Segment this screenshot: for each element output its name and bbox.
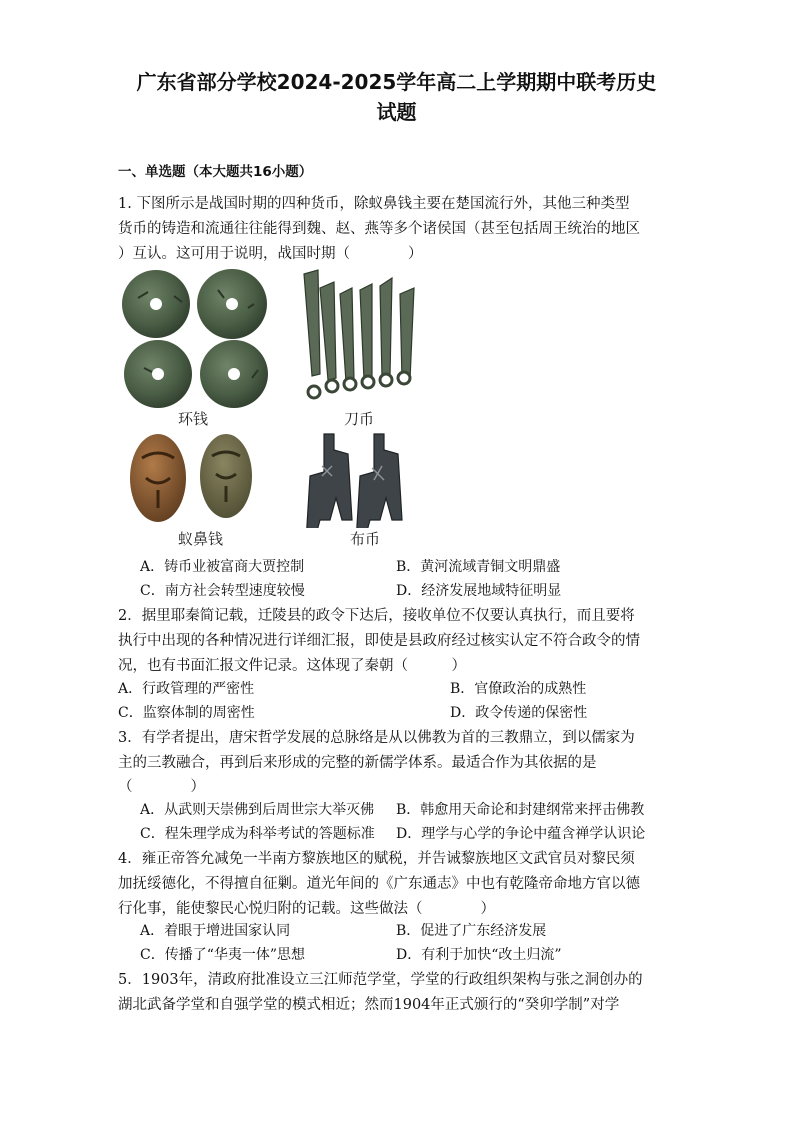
q2-option-d[interactable]: D．政令传递的保密性 — [450, 705, 588, 721]
q1-option-b[interactable]: B．黄河流域青铜文明鼎盛 — [396, 559, 561, 575]
q1-stem-line2: 货币的铸造和流通往往能得到魏、赵、燕等多个诸侯国（甚至包括周王统治的地区 — [118, 221, 640, 237]
document-title-line2: 试题 — [376, 100, 417, 124]
q4-option-a[interactable]: A．着眼于增进国家认同 — [140, 923, 291, 939]
q2-option-a[interactable]: A．行政管理的严密性 — [118, 681, 255, 697]
q1-stem-line3: ）互认。这可用于说明，战国时期（ ） — [118, 246, 423, 262]
q4-option-c[interactable]: C．传播了“华夷一体”思想 — [140, 947, 306, 963]
q3-stem-line1: 3．有学者提出，唐宋哲学发展的总脉络是从以佛教为首的三教鼎立，到以儒家为 — [118, 730, 635, 746]
q5-stem-line2: 湖北武备学堂和自强学堂的模式相近；然而1904年正式颁行的“癸卯学制”对学 — [118, 997, 620, 1013]
ant-nose-coins-image — [128, 430, 258, 530]
q1-option-d[interactable]: D．经济发展地域特征明显 — [396, 583, 562, 599]
ring-coin-caption: 环钱 — [178, 410, 209, 428]
q3-option-b[interactable]: B．韩愈用天命论和封建纲常来抨击佛教 — [396, 802, 645, 818]
q2-option-c[interactable]: C．监察体制的周密性 — [118, 705, 255, 721]
q2-stem-line1: 2．据里耶秦简记载，迁陵县的政令下达后，接收单位不仅要认真执行，而且要将 — [118, 608, 635, 624]
q3-option-d[interactable]: D．理学与心学的争论中蕴含禅学认识论 — [396, 826, 646, 842]
q1-option-a[interactable]: A．铸币业被富商大贾控制 — [140, 559, 305, 575]
q3-option-a[interactable]: A．从武则天崇佛到后周世宗大举灭佛 — [140, 802, 375, 818]
q1-option-c[interactable]: C．南方社会转型速度较慢 — [140, 583, 305, 599]
spade-coins-image — [302, 432, 407, 528]
q4-stem-line2: 加抚绥德化，不得擅自征剿。道光年间的《广东通志》中也有乾隆帝命地方官以德 — [118, 876, 640, 892]
q5-stem-line1: 5．1903年，清政府批准设立三江师范学堂，学堂的行政组织架构与张之洞创办的 — [118, 972, 643, 988]
q3-stem-line3: （ ） — [118, 779, 205, 795]
spade-coin-caption: 布币 — [350, 530, 381, 548]
q2-stem-line2: 执行中出现的各种情况进行详细汇报，即使是县政府经过核实认定不符合政令的情 — [118, 633, 640, 649]
q1-stem-line1: 1. 下图所示是战国时期的四种货币，除蚁鼻钱主要在楚国流行外，其他三种类型 — [118, 196, 630, 212]
ring-coins-image — [118, 268, 273, 410]
section-heading: 一、单选题（本大题共16小题） — [118, 164, 313, 180]
knife-coins-image — [298, 268, 423, 410]
q3-stem-line2: 主的三教融合，再到后来形成的完整的新儒学体系。最适合作为其依据的是 — [118, 755, 597, 771]
q4-option-d[interactable]: D．有利于加快“改土归流” — [396, 947, 562, 963]
q4-option-b[interactable]: B．促进了广东经济发展 — [396, 923, 547, 939]
knife-coin-caption: 刀币 — [344, 410, 375, 428]
q3-option-c[interactable]: C．程朱理学成为科举考试的答题标准 — [140, 826, 375, 842]
q4-stem-line3: 行化事，能使黎民心悦归附的记载。这些做法（ ） — [118, 901, 495, 917]
q2-option-b[interactable]: B．官僚政治的成熟性 — [450, 681, 587, 697]
q2-stem-line3: 况，也有书面汇报文件记录。这体现了秦朝（ ） — [118, 658, 466, 674]
q4-stem-line1: 4．雍正帝答允减免一半南方黎族地区的赋税，并告诫黎族地区文武官员对黎民须 — [118, 851, 635, 867]
ant-nose-coin-caption: 蚁鼻钱 — [178, 530, 224, 548]
document-title: 广东省部分学校2024-2025学年高二上学期期中联考历史 — [136, 70, 657, 94]
